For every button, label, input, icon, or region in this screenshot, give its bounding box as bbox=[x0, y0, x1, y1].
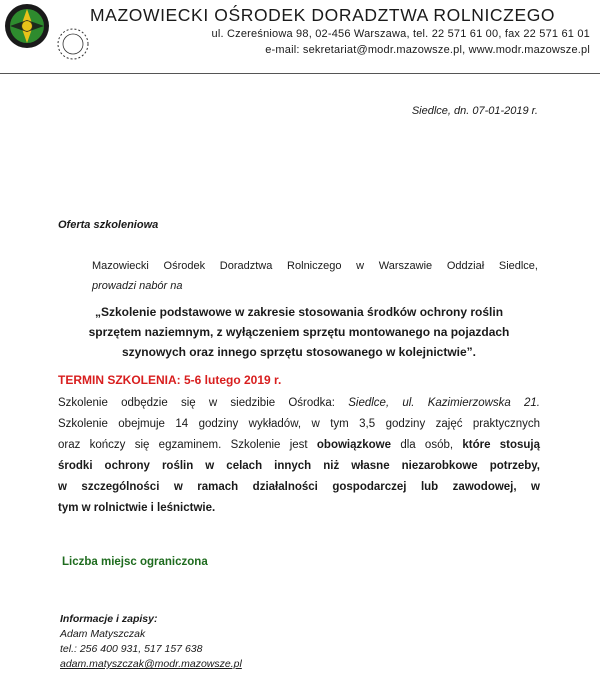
iso-certificate-icon bbox=[56, 27, 90, 61]
organization-contact: e-mail: sekretariat@modr.mazowsze.pl, www.modr.mazowsze.pl bbox=[265, 44, 590, 56]
exam-prefix: oraz kończy się egzaminem. Szkolenie jest bbox=[58, 439, 308, 451]
intro-line-2: prowadzi nabór na bbox=[92, 280, 183, 292]
contact-email-link[interactable]: adam.matyszczak@modr.mazowsze.pl bbox=[60, 658, 242, 670]
training-name-line-2: sprzętem naziemnym, z wyłączeniem sprzętu montowanego na pojazdach bbox=[88, 325, 510, 339]
seats-limited-notice: Liczba miejsc ograniczona bbox=[62, 556, 208, 568]
letterhead bbox=[0, 0, 600, 74]
intro-line-1: Mazowiecki Ośrodek Doradztwa Rolniczego w Warszawie Oddział Siedlce, bbox=[92, 260, 538, 272]
contact-info bbox=[60, 612, 242, 672]
training-name-line-1: „Szkolenie podstawowe w zakresie stosowania środków ochrony roślin bbox=[94, 305, 504, 319]
offer-title: Oferta szkoleniowa bbox=[58, 219, 159, 231]
contact-header: Informacje i zapisy: bbox=[60, 613, 158, 625]
organization-name: MAZOWIECKI OŚRODEK DORADZTWA ROLNICZEGO bbox=[90, 5, 556, 25]
scope-line-2: w szczególności w ramach działalności gospodarczej lub zawodowej, w bbox=[58, 481, 540, 493]
letterhead-divider bbox=[0, 73, 600, 74]
scope-line-3: tym w rolnictwie i leśnictwie. bbox=[58, 502, 216, 514]
modr-logo-icon bbox=[4, 3, 50, 49]
organization-address: ul. Czereśniowa 98, 02-456 Warszawa, tel. 22 571 61 00, fax 22 571 61 01 bbox=[211, 28, 590, 40]
training-details bbox=[58, 393, 540, 519]
contact-name: Adam Matyszczak bbox=[60, 628, 146, 640]
intro-paragraph bbox=[58, 256, 538, 296]
training-name bbox=[58, 302, 540, 362]
for-persons: dla osób, bbox=[400, 439, 454, 451]
exam-line bbox=[58, 435, 540, 456]
hours-line: Szkolenie obejmuje 14 godziny wykładów, w tym 3,5 godziny zajęć praktycznych bbox=[58, 418, 540, 430]
mandatory-word: obowiązkowe bbox=[316, 439, 392, 451]
venue-prefix: Szkolenie odbędzie się w siedzibie Ośrodka: bbox=[58, 397, 336, 409]
training-name-line-3: szynowych oraz innego sprzętu stosowanego w kolejnictwie”. bbox=[121, 345, 477, 359]
contact-phone: tel.: 256 400 931, 517 157 638 bbox=[60, 643, 203, 655]
venue-line bbox=[58, 393, 540, 414]
document-date: Siedlce, dn. 07-01-2019 r. bbox=[411, 105, 538, 117]
scope-line-1: środki ochrony roślin w celach innych niż własne niezarobkowe potrzeby, bbox=[58, 460, 540, 472]
who-use: które stosują bbox=[462, 439, 540, 451]
training-term: TERMIN SZKOLENIA: 5-6 lutego 2019 r. bbox=[58, 373, 282, 387]
venue-address: Siedlce, ul. Kazimierzowska 21. bbox=[348, 397, 540, 409]
